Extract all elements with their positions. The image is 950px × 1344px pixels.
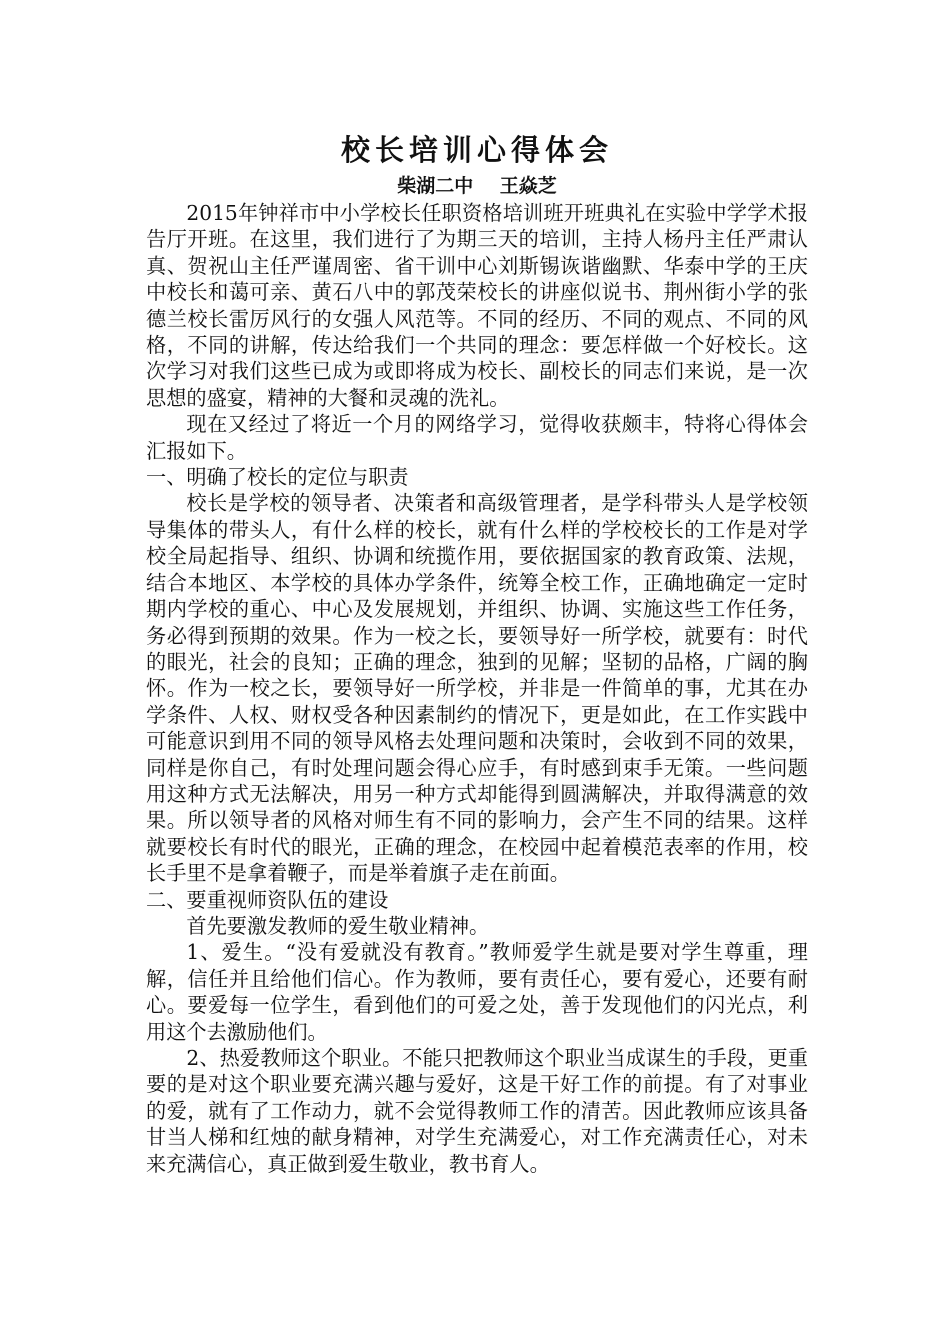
author-line: 柴湖二中 王焱芝 (397, 175, 557, 197)
paragraph-principal-role: 校长是学校的领导者、决策者和高级管理者，是学科带头人是学校领导集体的带头人，有什么样的校长，就有什么样的学校校长的工作是对学校全局起指导、组织、协调和统揽作用，要依据国家的教育政策、法规，结合本地区、本学校的具体办学条件，统筹全校工作，正确地确定一定时期内学校的重心、中心及发展规划，并组织、协调、实施这些工作任务，务必得到预期的效果。作为一校之长，要领导好一所学校，就要有：时代的眼光，社会的良知；正确的理念，独到的见解；坚韧的品格，广阔的胸怀。作为一校之长，要领导好一所学校，并非是一件简单的事，尤其在办学条件、人权、财权受各种因素制约的情况下，更是如此，在工作实践中可能意识到用不同的领导风格去处理问题和决策时，会收到不同的效果，同样是你自己，有时处理问题会得心应手，有时感到束手无策。一些问题用这种方式无法解决，用另一种方式却能得到圆满解决，并取得满意的效果。所以领导者的风格对师生有不同的影响力，会产生不同的结果。这样就要校长有时代的眼光，正确的理念，在校园中起着模范表率的作用，校长手里不是拿着鞭子，而是举着旗子走在前面。 (146, 491, 808, 886)
paragraph-intro: 2015年钟祥市中小学校长任职资格培训班开班典礼在实验中学学术报告厅开班。在这里，我们进行了为期三天的培训，主持人杨丹主任严肃认真、贺祝山主任严谨周密、省干训中心刘斯锡诙谐幽默、华泰中学的王庆中校长和蔼可亲、黄石八中的郭茂荣校长的讲座似说书、荆州街小学的张德兰校长雷厉风行的女强人风范等。不同的经历、不同的观点、不同的风格，不同的讲解，传达给我们一个共同的理念：要怎样做一个好校长。这次学习对我们这些已成为或即将成为校长、副校长的同志们来说，是一次思想的盛宴，精神的大餐和灵魂的洗礼。 (146, 201, 808, 410)
document-title: 校长培训心得体会 (340, 133, 613, 167)
paragraph-love-profession: 2、热爱教师这个职业。不能只把教师这个职业当成谋生的手段，更重要的是对这个职业要充满兴趣与爱好，这是干好工作的前提。有了对事业的爱，就有了工作动力，就不会觉得教师工作的清苦。因此教师应该具备甘当人梯和红烛的献身精神，对学生充满爱心，对工作充满责任心，对未来充满信心，真正做到爱生敬业，教书育人。 (146, 1046, 808, 1176)
paragraph-teacher-spirit: 首先要激发教师的爱生敬业精神。 (186, 913, 490, 938)
section-heading-2: 二、要重视师资队伍的建设 (146, 887, 389, 912)
paragraph-love-students: 1、爱生。“没有爱就没有教育。”教师爱学生就是要对学生尊重，理解，信任并且给他们信心。作为教师，要有责任心，要有爱心，还要有耐心。要爱每一位学生，看到他们的可爱之处，善于发现他们的闪光点，利用这个去激励他们。 (146, 940, 808, 1044)
document-page (146, 128, 808, 1177)
section-heading-1: 一、明确了校长的定位与职责 (146, 465, 409, 490)
paragraph-summary: 现在又经过了将近一个月的网络学习，觉得收获颇丰，特将心得体会汇报如下。 (146, 412, 808, 463)
